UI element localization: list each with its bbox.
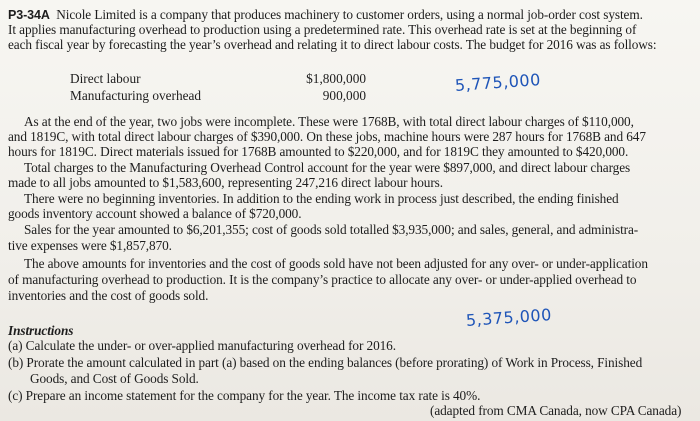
handwritten-note-top: 5,775,000	[454, 70, 542, 95]
budget-label-manufacturing-overhead: Manufacturing overhead	[70, 88, 202, 103]
body-line: and 1819C, with total direct labour charges of $390,000. On these jobs, machine hours were 287 hours for 1768B and 647	[8, 129, 646, 144]
instructions-heading: Instructions	[8, 323, 74, 338]
body-line: tive expenses were $1,857,870.	[8, 238, 172, 253]
body-line: inventories and the cost of goods sold.	[8, 288, 209, 303]
budget-amount-manufacturing-overhead: 900,000	[322, 88, 366, 103]
body-line: Total charges to the Manufacturing Overhead Control account for the year were $897,000, and direct labour charges	[24, 160, 631, 175]
budget-amount-direct-labour: $1,800,000	[306, 71, 366, 86]
problem-label: P3-34A	[8, 8, 50, 22]
source-attribution: (adapted from CMA Canada, now CPA Canada)	[430, 403, 682, 418]
body-line: hours for 1819C. Direct materials issued for 1768B amounted to $220,000, and for 1819C they amounted to $420,000.	[8, 144, 629, 159]
body-line: goods inventory account showed a balance of $720,000.	[8, 206, 302, 221]
instruction-b: (b) Prorate the amount calculated in part (a) based on the ending balances (before prorating) of Work in Process, Finished	[8, 355, 643, 370]
intro-line-2: It applies manufacturing overhead to production using a predetermined rate. This overhead rate is set at the beginning of	[8, 22, 637, 37]
intro-line-1: P3-34A Nicole Limited is a company that produces machinery to customer orders, using a normal job-order cost system.	[8, 7, 643, 22]
instruction-b-continued: Goods, and Cost of Goods Sold.	[30, 371, 199, 386]
body-line: Sales for the year amounted to $6,201,355; cost of goods sold totalled $3,935,000; and sales, general, and administra-	[24, 222, 639, 237]
budget-label-direct-labour: Direct labour	[70, 71, 141, 86]
intro-line-3: each fiscal year by forecasting the year’s overhead and relating it to direct labour costs. The budget for 2016 was as follows:	[8, 37, 657, 52]
instruction-a: (a) Calculate the under- or over-applied manufacturing overhead for 2016.	[8, 338, 396, 353]
body-line: made to all jobs amounted to $1,583,600, representing 247,216 direct labour hours.	[8, 175, 443, 190]
body-line: of manufacturing overhead to production. It is the company’s practice to allocate any over- or under-applied overhead to	[8, 272, 637, 287]
handwritten-note-bottom: 5,375,000	[465, 305, 553, 330]
body-line: As at the end of the year, two jobs were incomplete. These were 1768B, with total direct labour charges of $110,000,	[24, 114, 634, 129]
body-line: There were no beginning inventories. In addition to the ending work in process just described, the ending finished	[24, 191, 619, 206]
instruction-c: (c) Prepare an income statement for the company for the year. The income tax rate is 40%.	[8, 388, 481, 403]
body-line: The above amounts for inventories and the cost of goods sold have not been adjusted for any over- or under-application	[24, 256, 648, 271]
